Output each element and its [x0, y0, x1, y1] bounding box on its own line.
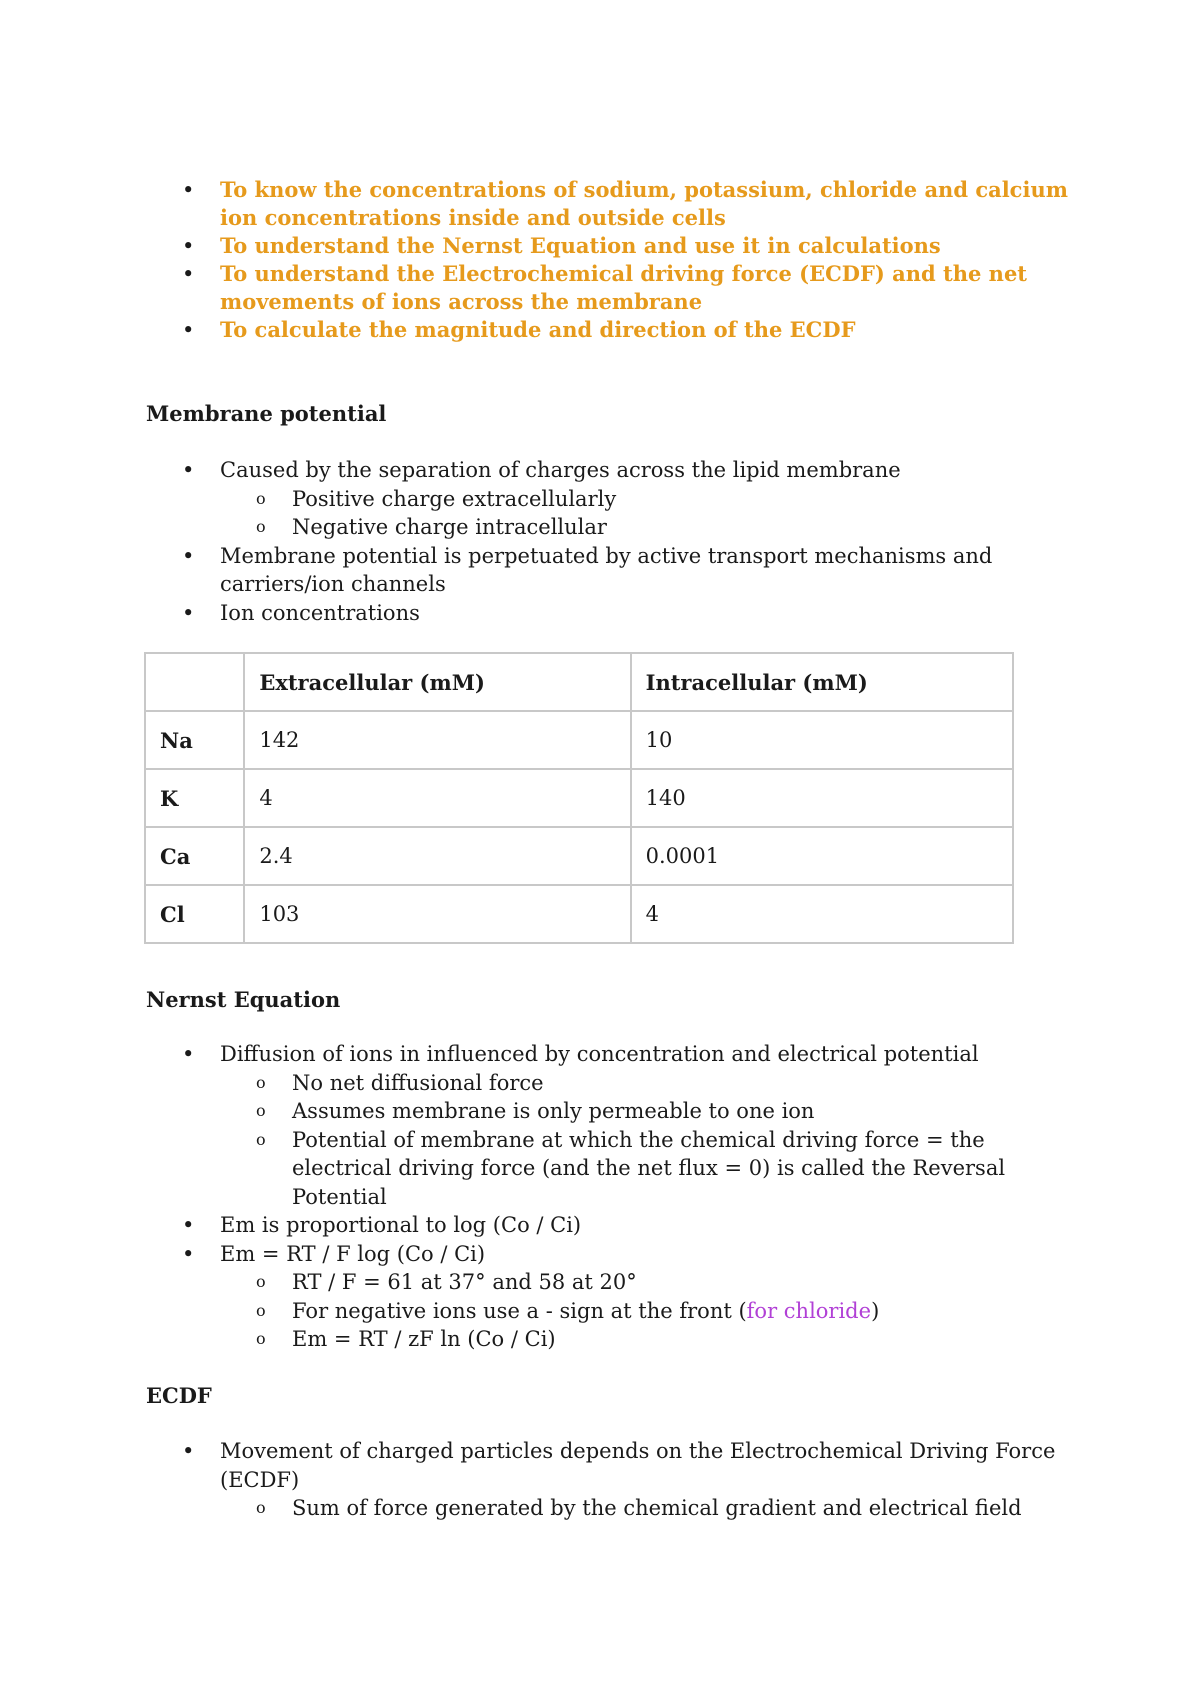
bullet-icon: • [182, 600, 195, 625]
ecdf-heading: ECDF [146, 1383, 212, 1408]
list-item: o Positive charge extracellularly [180, 485, 1060, 514]
list-item: • Diffusion of ions in influenced by concentration and electrical potential [180, 1040, 1060, 1069]
objective-item: • To understand the Nernst Equation and use it in calculations [182, 233, 941, 258]
bullet-icon: • [182, 1042, 195, 1066]
circle-bullet-icon: o [256, 1498, 266, 1517]
circle-bullet-icon: o [256, 1072, 266, 1092]
list-item: • Ion concentrations [180, 599, 1060, 628]
nernst-equation-heading: Nernst Equation [146, 987, 341, 1012]
table-header-cell [145, 653, 244, 711]
circle-bullet-icon: o [256, 1300, 266, 1320]
table-cell: 0.0001 [631, 827, 1013, 885]
bullet-icon: • [182, 1213, 195, 1237]
table-header-row [145, 653, 1013, 711]
circle-bullet-icon: o [256, 488, 266, 508]
ion-name-cell: Cl [145, 885, 244, 943]
list-item: o Potential of membrane at which the chemical driving force = the electrical driving force (and the net flux = 0) is called the Reversal Potential [256, 1127, 1006, 1209]
bullet-icon: • [182, 458, 195, 482]
table-row [145, 885, 1013, 943]
ion-name-cell: Na [145, 711, 244, 769]
list-item: o Assumes membrane is only permeable to one ion [180, 1097, 1060, 1126]
table-cell: 4 [244, 769, 630, 827]
list-item: • Caused by the separation of charges across the lipid membrane [180, 456, 1060, 485]
table-header-cell: Extracellular (mM) [244, 653, 630, 711]
table-cell: 4 [631, 885, 1013, 943]
list-item: o Negative charge intracellular [180, 513, 1060, 542]
objective-item: • To calculate the magnitude and direction of the ECDF [182, 317, 856, 342]
membrane-list [180, 456, 1060, 627]
bullet-icon: • [182, 262, 195, 286]
list-item: o RT / F = 61 at 37° and 58 at 20° [180, 1268, 1060, 1297]
bullet-icon: • [182, 1439, 195, 1463]
list-item: • Em = RT / F log (Co / Ci) [180, 1240, 1060, 1269]
list-item: • Membrane potential is perpetuated by active transport mechanisms and carriers/ion channels [182, 543, 993, 596]
table-cell: 103 [244, 885, 630, 943]
bullet-icon: • [182, 234, 195, 258]
list-item: o Sum of force generated by the chemical gradient and electrical field [180, 1494, 1060, 1523]
circle-bullet-icon: o [256, 517, 266, 536]
table-row [145, 769, 1013, 827]
table-cell: 2.4 [244, 827, 630, 885]
table-cell: 10 [631, 711, 1013, 769]
bullet-icon: • [182, 543, 195, 568]
circle-bullet-icon: o [256, 1329, 266, 1348]
ecdf-list [180, 1437, 1060, 1523]
bullet-icon: • [182, 318, 195, 342]
table-cell: 142 [244, 711, 630, 769]
ion-concentration-table [144, 652, 1014, 944]
list-item: o Em = RT / zF ln (Co / Ci) [180, 1325, 1060, 1354]
table-row [145, 827, 1013, 885]
bullet-icon: • [182, 178, 195, 202]
objective-item: • To know the concentrations of sodium, potassium, chloride and calcium ion concentrations inside and outside cells [182, 177, 1068, 230]
nernst-list [180, 1040, 1060, 1354]
membrane-potential-heading: Membrane potential [146, 401, 387, 426]
circle-bullet-icon: o [256, 1129, 266, 1149]
list-item: o For negative ions use a - sign at the front (for chloride) [180, 1297, 1060, 1326]
objective-item: • To understand the Electrochemical driving force (ECDF) and the net movements of ions across the membrane [182, 261, 1028, 314]
table-header-cell: Intracellular (mM) [631, 653, 1013, 711]
circle-bullet-icon: o [256, 1101, 266, 1120]
list-item: o No net diffusional force [180, 1069, 1060, 1098]
list-item: • Movement of charged particles depends on the Electrochemical Driving Force (ECDF) [182, 1439, 1056, 1492]
highlight-text: for chloride [746, 1298, 872, 1323]
list-item: • Em is proportional to log (Co / Ci) [180, 1211, 1060, 1240]
table-row [145, 711, 1013, 769]
circle-bullet-icon: o [256, 1272, 266, 1291]
table-cell: 140 [631, 769, 1013, 827]
objectives-list [180, 176, 1080, 344]
bullet-icon: • [182, 1241, 195, 1266]
ion-name-cell: Ca [145, 827, 244, 885]
ion-name-cell: K [145, 769, 244, 827]
